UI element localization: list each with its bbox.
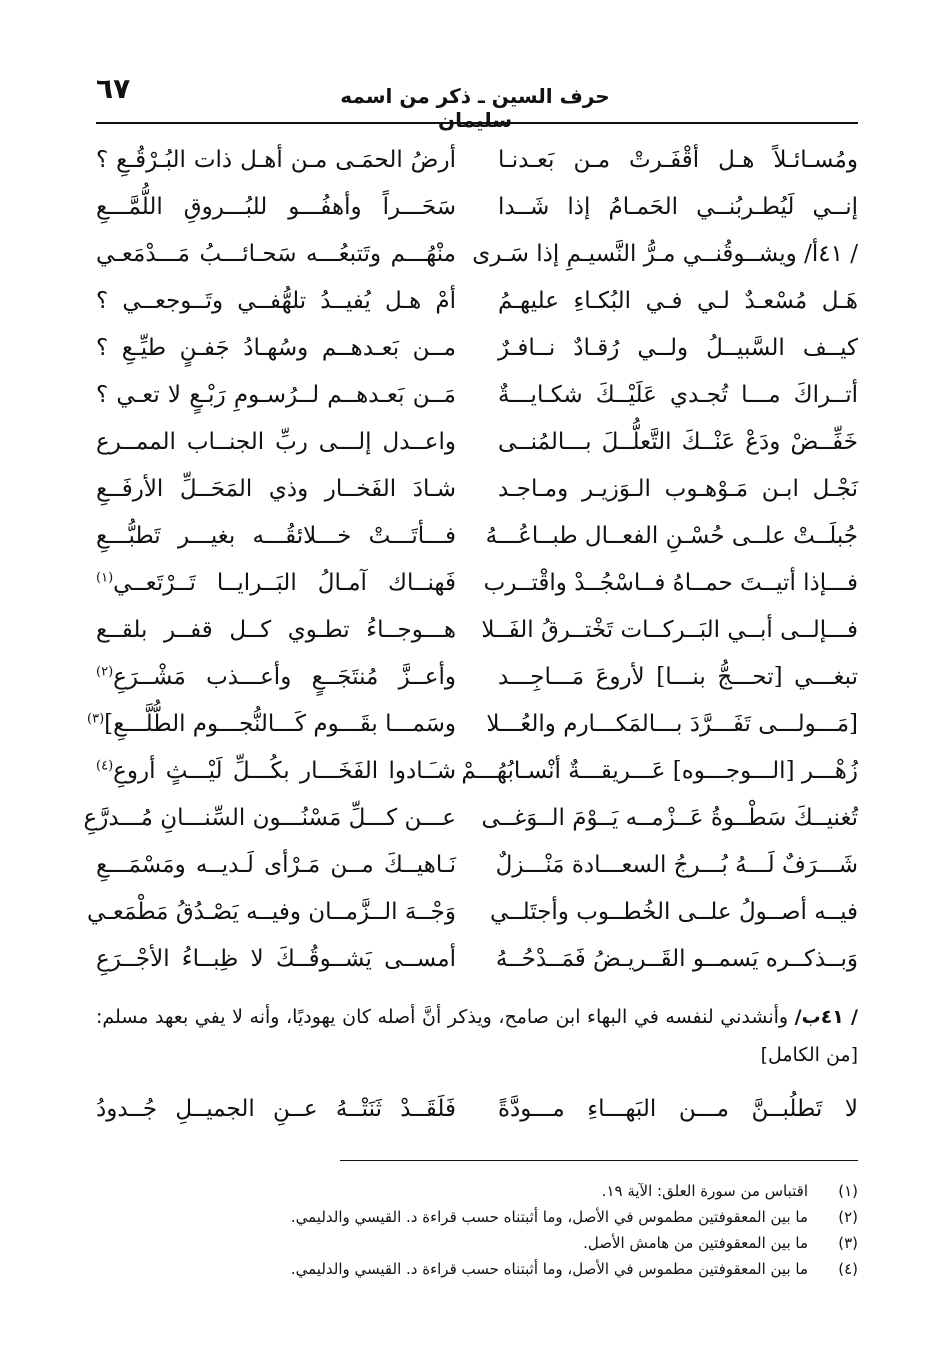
verse-first-hemistich: زُهْـــر [الـــوجـــوه] عَـــريقـــةٌ أنْسـابُهُـــمْ bbox=[461, 757, 858, 784]
footnotes bbox=[200, 1178, 858, 1282]
verse-line bbox=[96, 371, 858, 418]
verse-line bbox=[96, 512, 858, 559]
verse-second-hemistich bbox=[96, 194, 456, 220]
footnote-marker: (٢) bbox=[96, 663, 114, 679]
verse-second-hemistich bbox=[96, 946, 456, 972]
verse-second-hemistich bbox=[96, 476, 456, 502]
verse-line bbox=[83, 794, 858, 841]
verse-second-hemistich: فَلَقَــدْ ثَنَتْــهُ عــنِ الجميــلِ جُــدودُ bbox=[96, 1096, 456, 1122]
verse-line bbox=[96, 277, 858, 324]
verse-second-hemistich-text: فَهنــاك آمـالُ البَــرايــا تَــرْتَعــي bbox=[113, 569, 456, 596]
verse-first-hemistich: أتــراكَ مـــا تُجـدي عَلَيْــكَ شكـايـــةٌ bbox=[498, 381, 858, 408]
footnote-text: ما بين المعقوفتين من هامش الأصل. bbox=[583, 1234, 808, 1252]
verse-second-hemistich bbox=[96, 570, 456, 596]
footnote-number: (٣) bbox=[838, 1234, 858, 1252]
verse-line bbox=[96, 747, 858, 794]
verse-second-hemistich bbox=[96, 382, 456, 408]
verse-second-hemistich bbox=[83, 804, 456, 831]
verse-second-hemistich-text: وسَمـــا بقَـــوم كَـــالنُّجـــوم الطُّلَّـــعِ] bbox=[104, 710, 456, 737]
verse-second-hemistich bbox=[96, 429, 456, 455]
verse-line bbox=[96, 418, 858, 465]
verse-first-hemistich: ومُسـائـلاً هـل أقْفَـرتْ مـن بَعـدنـا bbox=[498, 146, 858, 173]
header-rule bbox=[96, 122, 858, 124]
footnote-number: (٢) bbox=[838, 1208, 858, 1226]
verse-second-hemistich-text: سَحَـــراً وأهفُـــو للبُـــروقِ اللُّمَّـــعِ bbox=[96, 193, 456, 220]
verse-second-hemistich bbox=[87, 710, 456, 737]
poem-verses bbox=[83, 136, 858, 982]
verse-second-hemistich-text: شـَـادوا الفَخَـــار بكُـــلِّ لَيْـــثٍ أروعِ bbox=[113, 757, 456, 784]
verse-second-hemistich-text: أرضُ الحمَـى مـن أهـل ذات البُـرْقُـعِ ؟ bbox=[96, 146, 456, 173]
verse-second-hemistich-text: فـــأتَـــتْ خـــلائقُـــه بغيـــر تَطبُّـــعِ bbox=[96, 522, 456, 549]
verse-second-hemistich-text: هـــوجــاءُ تطـوي كــل قفــر بلقــع bbox=[96, 616, 456, 643]
verse-second-hemistich bbox=[96, 335, 456, 361]
verse-second-hemistich-text: مــن بَعـدهــم وسُهـادُ جَفـنٍ طيِّـعِ ؟ bbox=[96, 334, 456, 361]
folio-marker: / ٤١ب/ bbox=[794, 1006, 859, 1028]
verse-first-hemistich: [مَـــولـــى تَفَـــرَّدَ بـــالمَكـــارم والعُـــلا bbox=[486, 710, 858, 737]
verse-second-hemistich bbox=[87, 898, 456, 925]
verse-first-hemistich: فـــإذا أتيــتَ حمــاهُ فــاسْجُــدْ واقْتــرب bbox=[483, 569, 858, 596]
verse-second-hemistich bbox=[96, 147, 456, 173]
verse-second-hemistich-text: واعــدل إلـــى ربِّ الجنــاب الممــرع bbox=[96, 428, 456, 455]
footnote bbox=[200, 1256, 858, 1282]
verse-line bbox=[96, 606, 858, 653]
verse-line bbox=[87, 888, 858, 935]
footnote-text: ما بين المعقوفتين مطموس في الأصل، وما أثبتناه حسب قراءة د. القيسي والدليمي. bbox=[290, 1260, 808, 1278]
running-head: حرف السين ـ ذكر من اسمه سليمان bbox=[340, 84, 610, 132]
verse-first-hemistich: / ٤١أ/ ويشــوقُنــي مـرُّ النَّسيـمِ إذا سَـرى bbox=[472, 240, 858, 267]
verse-first-hemistich: إنــي لَيُطـربُنــي الحَمـامُ إذا شَــدا bbox=[498, 193, 858, 220]
verse-second-hemistich bbox=[96, 523, 456, 549]
verse-line bbox=[96, 465, 858, 512]
verse-second-hemistich-text: عـــن كـــلِّ مَسْنُـــون السِّنـــانِ مُـــدرَّعِ bbox=[83, 804, 456, 831]
prose-paragraph bbox=[96, 998, 858, 1074]
verse-second-hemistich bbox=[96, 664, 456, 690]
verse-second-hemistich-text: أمْ هـل يُفيــدُ تلهُّفــي وتَــوجعــي ؟ bbox=[96, 287, 456, 314]
footnote-marker: (٣) bbox=[87, 710, 105, 726]
verse-first-hemistich: لا تَطلُبــنَّ مـــن البَهـــاءِ مـــودَّةً bbox=[498, 1096, 858, 1122]
verse-line bbox=[96, 324, 858, 371]
verse-second-hemistich-text: أمســى يَشــوقُــكَ لا ظِبــاءُ الأجْــرَعِ bbox=[96, 945, 456, 972]
verse-second-hemistich bbox=[96, 758, 456, 784]
verse-second-hemistich-text: وَجْــهَ الــزَّمــان وفيــه يَصْـدُقُ مَطْمَعـي bbox=[87, 898, 456, 925]
verse-line bbox=[96, 136, 858, 183]
footnote bbox=[200, 1178, 858, 1204]
verse-line bbox=[96, 841, 858, 888]
verse-first-hemistich: فـــإلــى أبــي البَــركــات تَخْتــرقُ الفَــلا bbox=[481, 616, 858, 643]
footnote bbox=[200, 1230, 858, 1256]
footnote-marker: (١) bbox=[96, 569, 114, 585]
verse-line bbox=[96, 935, 858, 982]
verse-second-hemistich-text: وأعــزَّ مُنتَجَــعٍ وأعـــذب مَشْــرَعِ bbox=[113, 663, 456, 690]
verse-second-hemistich bbox=[96, 617, 456, 643]
verse-first-hemistich: جُبلَــتْ علــى حُسْـنِ الفعــال طبــاعُـــهُ bbox=[485, 522, 858, 549]
verse-first-hemistich: نَجْـل ابـن مَـوْهـوب الـوَزيـر ومـاجـد bbox=[498, 475, 858, 502]
page-number: ٦٧ bbox=[96, 72, 131, 105]
verse-line bbox=[96, 653, 858, 700]
footnote-marker: (٤) bbox=[96, 757, 114, 773]
footnote bbox=[200, 1204, 858, 1230]
footnote-number: (١) bbox=[838, 1182, 858, 1200]
verse-second-hemistich-text: شـادَ الفَخــار وذي المَحَــلِّ الأرفَــعِ bbox=[96, 475, 456, 502]
verse-second-hemistich bbox=[96, 852, 456, 878]
verse-first-hemistich: تُغنيــكَ سَطْــوةُ عَــزْمــه يَــوْمَ الــوَغــى bbox=[481, 804, 858, 831]
verse-line bbox=[96, 183, 858, 230]
footnote-text: اقتباس من سورة العلق: الآية ١٩. bbox=[601, 1182, 808, 1200]
verse-second-hemistich-text: منْهُـــم وتَتبعُـــه سَحـائـــبُ مَـــدْمَعـي bbox=[96, 240, 456, 267]
verse-first-hemistich: خَفِّــضْ ودَعْ عَنْــكَ التَّعلُّــلَ بـــالمُنــى bbox=[498, 428, 858, 455]
verse-line bbox=[96, 230, 858, 277]
verse-first-hemistich: وَبــذكــره يَسمــو القَــريـضُ فَمَــدْحُــهُ bbox=[495, 945, 858, 972]
verse-second-hemistich-text: نَـاهيــكَ مــن مَـرْأى لَـديــه ومَسْمَـــعِ bbox=[96, 851, 456, 878]
verse-first-hemistich: شَـــرَفٌ لَـــهُ بُـــرجُ السعـــادة مَنْـــزلٌ bbox=[495, 851, 858, 878]
verse-second-hemistich-text: مَــن بَعـدهــم لــرُسـومِ رَبْـعٍ لا تعـي ؟ bbox=[96, 381, 456, 408]
verse-first-hemistich: كيــف السَّبيــلُ ولــي رُقـادٌ نــافـرٌ bbox=[498, 334, 858, 361]
footnote-rule bbox=[340, 1160, 858, 1161]
prose-text: وأنشدني لنفسه في البهاء ابن صامح، ويذكر أنَّ أصله كان يهوديًا، وأنه لا يفي بعهد مسلم: [من الكامل] bbox=[96, 1006, 858, 1066]
final-verse-line bbox=[96, 1084, 858, 1134]
verse-second-hemistich bbox=[96, 288, 456, 314]
verse-first-hemistich: تبغـــي [تحـــجُّ بنـــا] لأروعَ مَـــاجِـــد bbox=[498, 663, 858, 690]
verse-second-hemistich bbox=[96, 241, 456, 267]
verse-first-hemistich: هَـل مُسْعـدٌ لـي فـي البُكـاءِ عليهـمُ bbox=[498, 287, 858, 314]
verse-line bbox=[96, 559, 858, 606]
footnote-number: (٤) bbox=[838, 1260, 858, 1278]
footnote-text: ما بين المعقوفتين مطموس في الأصل، وما أثبتناه حسب قراءة د. القيسي والدليمي. bbox=[290, 1208, 808, 1226]
verse-line bbox=[87, 700, 858, 747]
verse-first-hemistich: فيــه أصــولُ علــى الخُطــوب وأجتَلــي bbox=[490, 898, 858, 925]
